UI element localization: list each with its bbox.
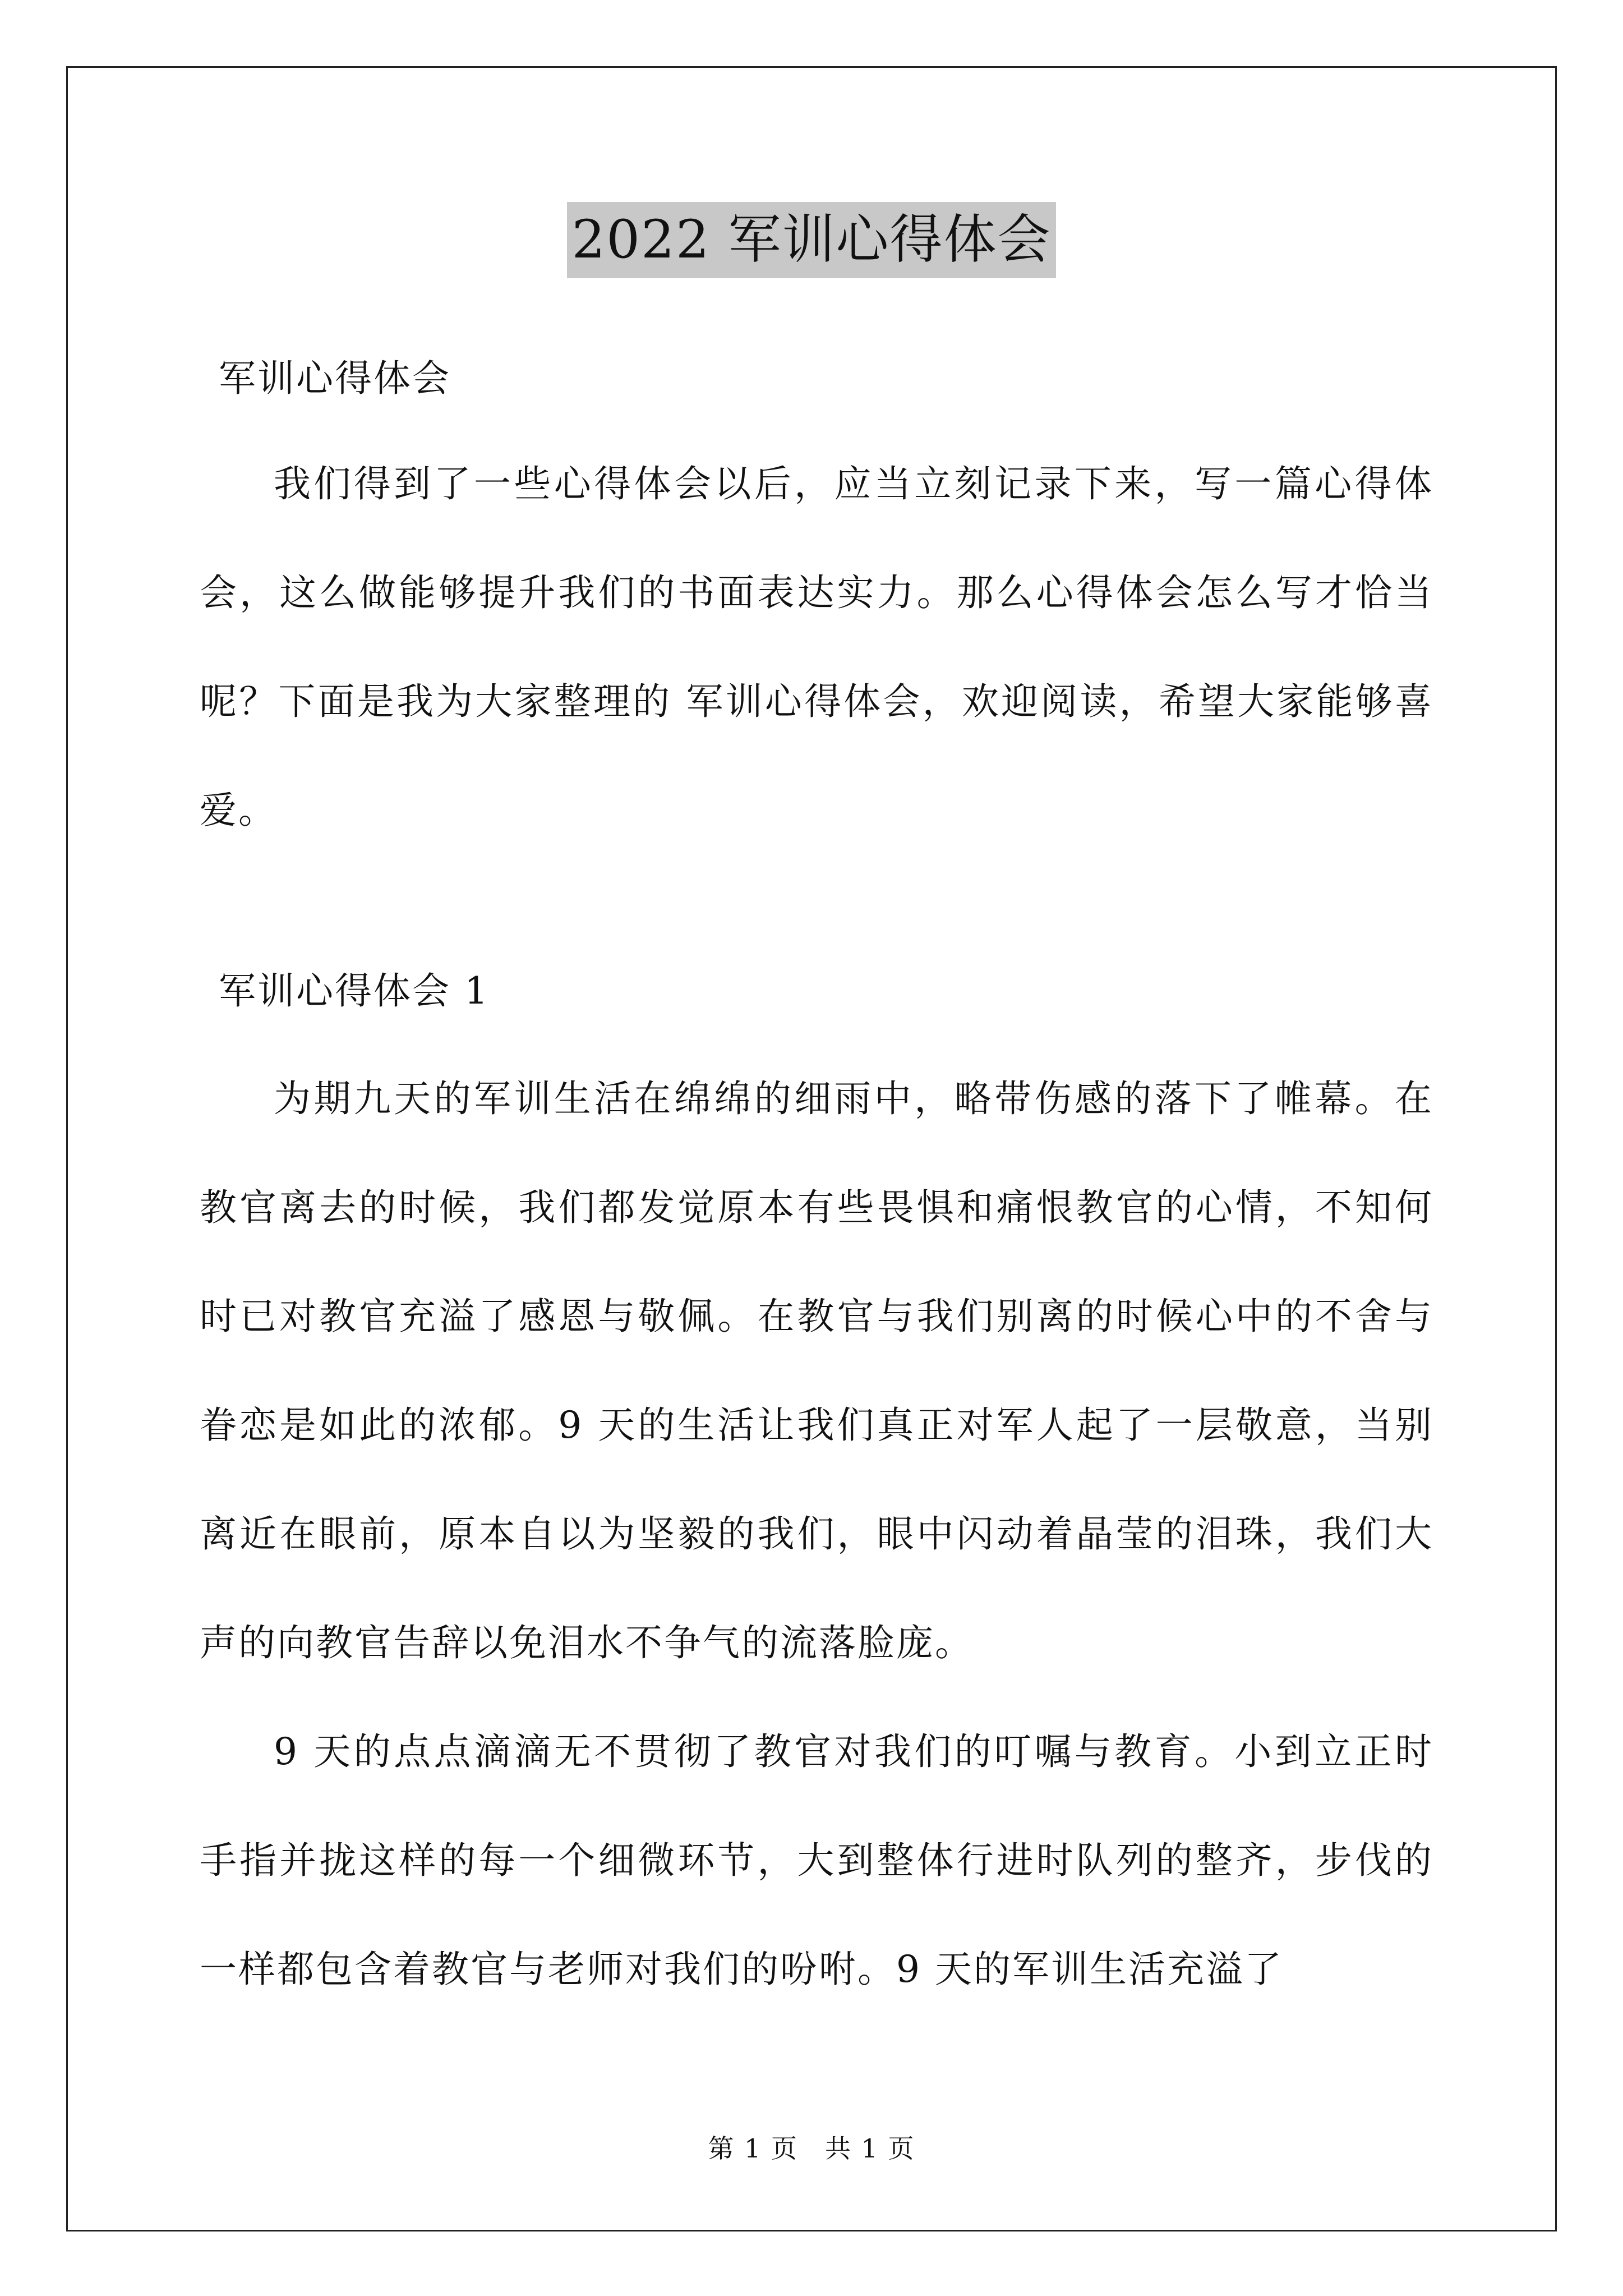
document-title: 2022 军训心得体会 [567, 202, 1055, 278]
spacer [200, 865, 1433, 949]
section-1-paragraph: 为期九天的军训生活在绵绵的细雨中，略带伤感的落下了帷幕。在教官离去的时候，我们都发觉原本有些畏惧和痛恨教官的心情，不知何时已对教官充溢了感恩与敬佩。在教官与我们别离的时候心中的不舍与眷恋是如此的浓郁。9 天的生活让我们真正对军人起了一层敬意，当别离近在眼前，原本自以为坚毅的我们，眼中闪动着晶莹的泪珠，我们大声的向教官告辞以免泪水不争气的流落脸庞。 [200, 1077, 1433, 1664]
spacer [200, 421, 1433, 430]
section-1-heading: 军训心得体会 1 [219, 969, 490, 1013]
title-container [0, 202, 1623, 278]
document-body [200, 337, 1433, 2024]
page-footer: 第 1 页 共 1 页 [708, 2133, 915, 2164]
section-1-paragraph: 9 天的点点滴滴无不贯彻了教官对我们的叮嘱与教育。小到立正时手指并拢这样的每一个细微环节，大到整体行进时队列的整齐，步伐的一样都包含着教官与老师对我们的吩咐。9 天的军训生活充溢了 [200, 1730, 1433, 1991]
spacer [200, 1033, 1433, 1045]
intro-heading: 军训心得体会 [219, 357, 451, 400]
intro-paragraph: 我们得到了一些心得体会以后，应当立刻记录下来，写一篇心得体会，这么做能够提升我们的书面表达实力。那么心得体会怎么写才恰当呢？下面是我为大家整理的 军训心得体会，欢迎阅读，希望大家能够喜爱。 [200, 462, 1433, 832]
